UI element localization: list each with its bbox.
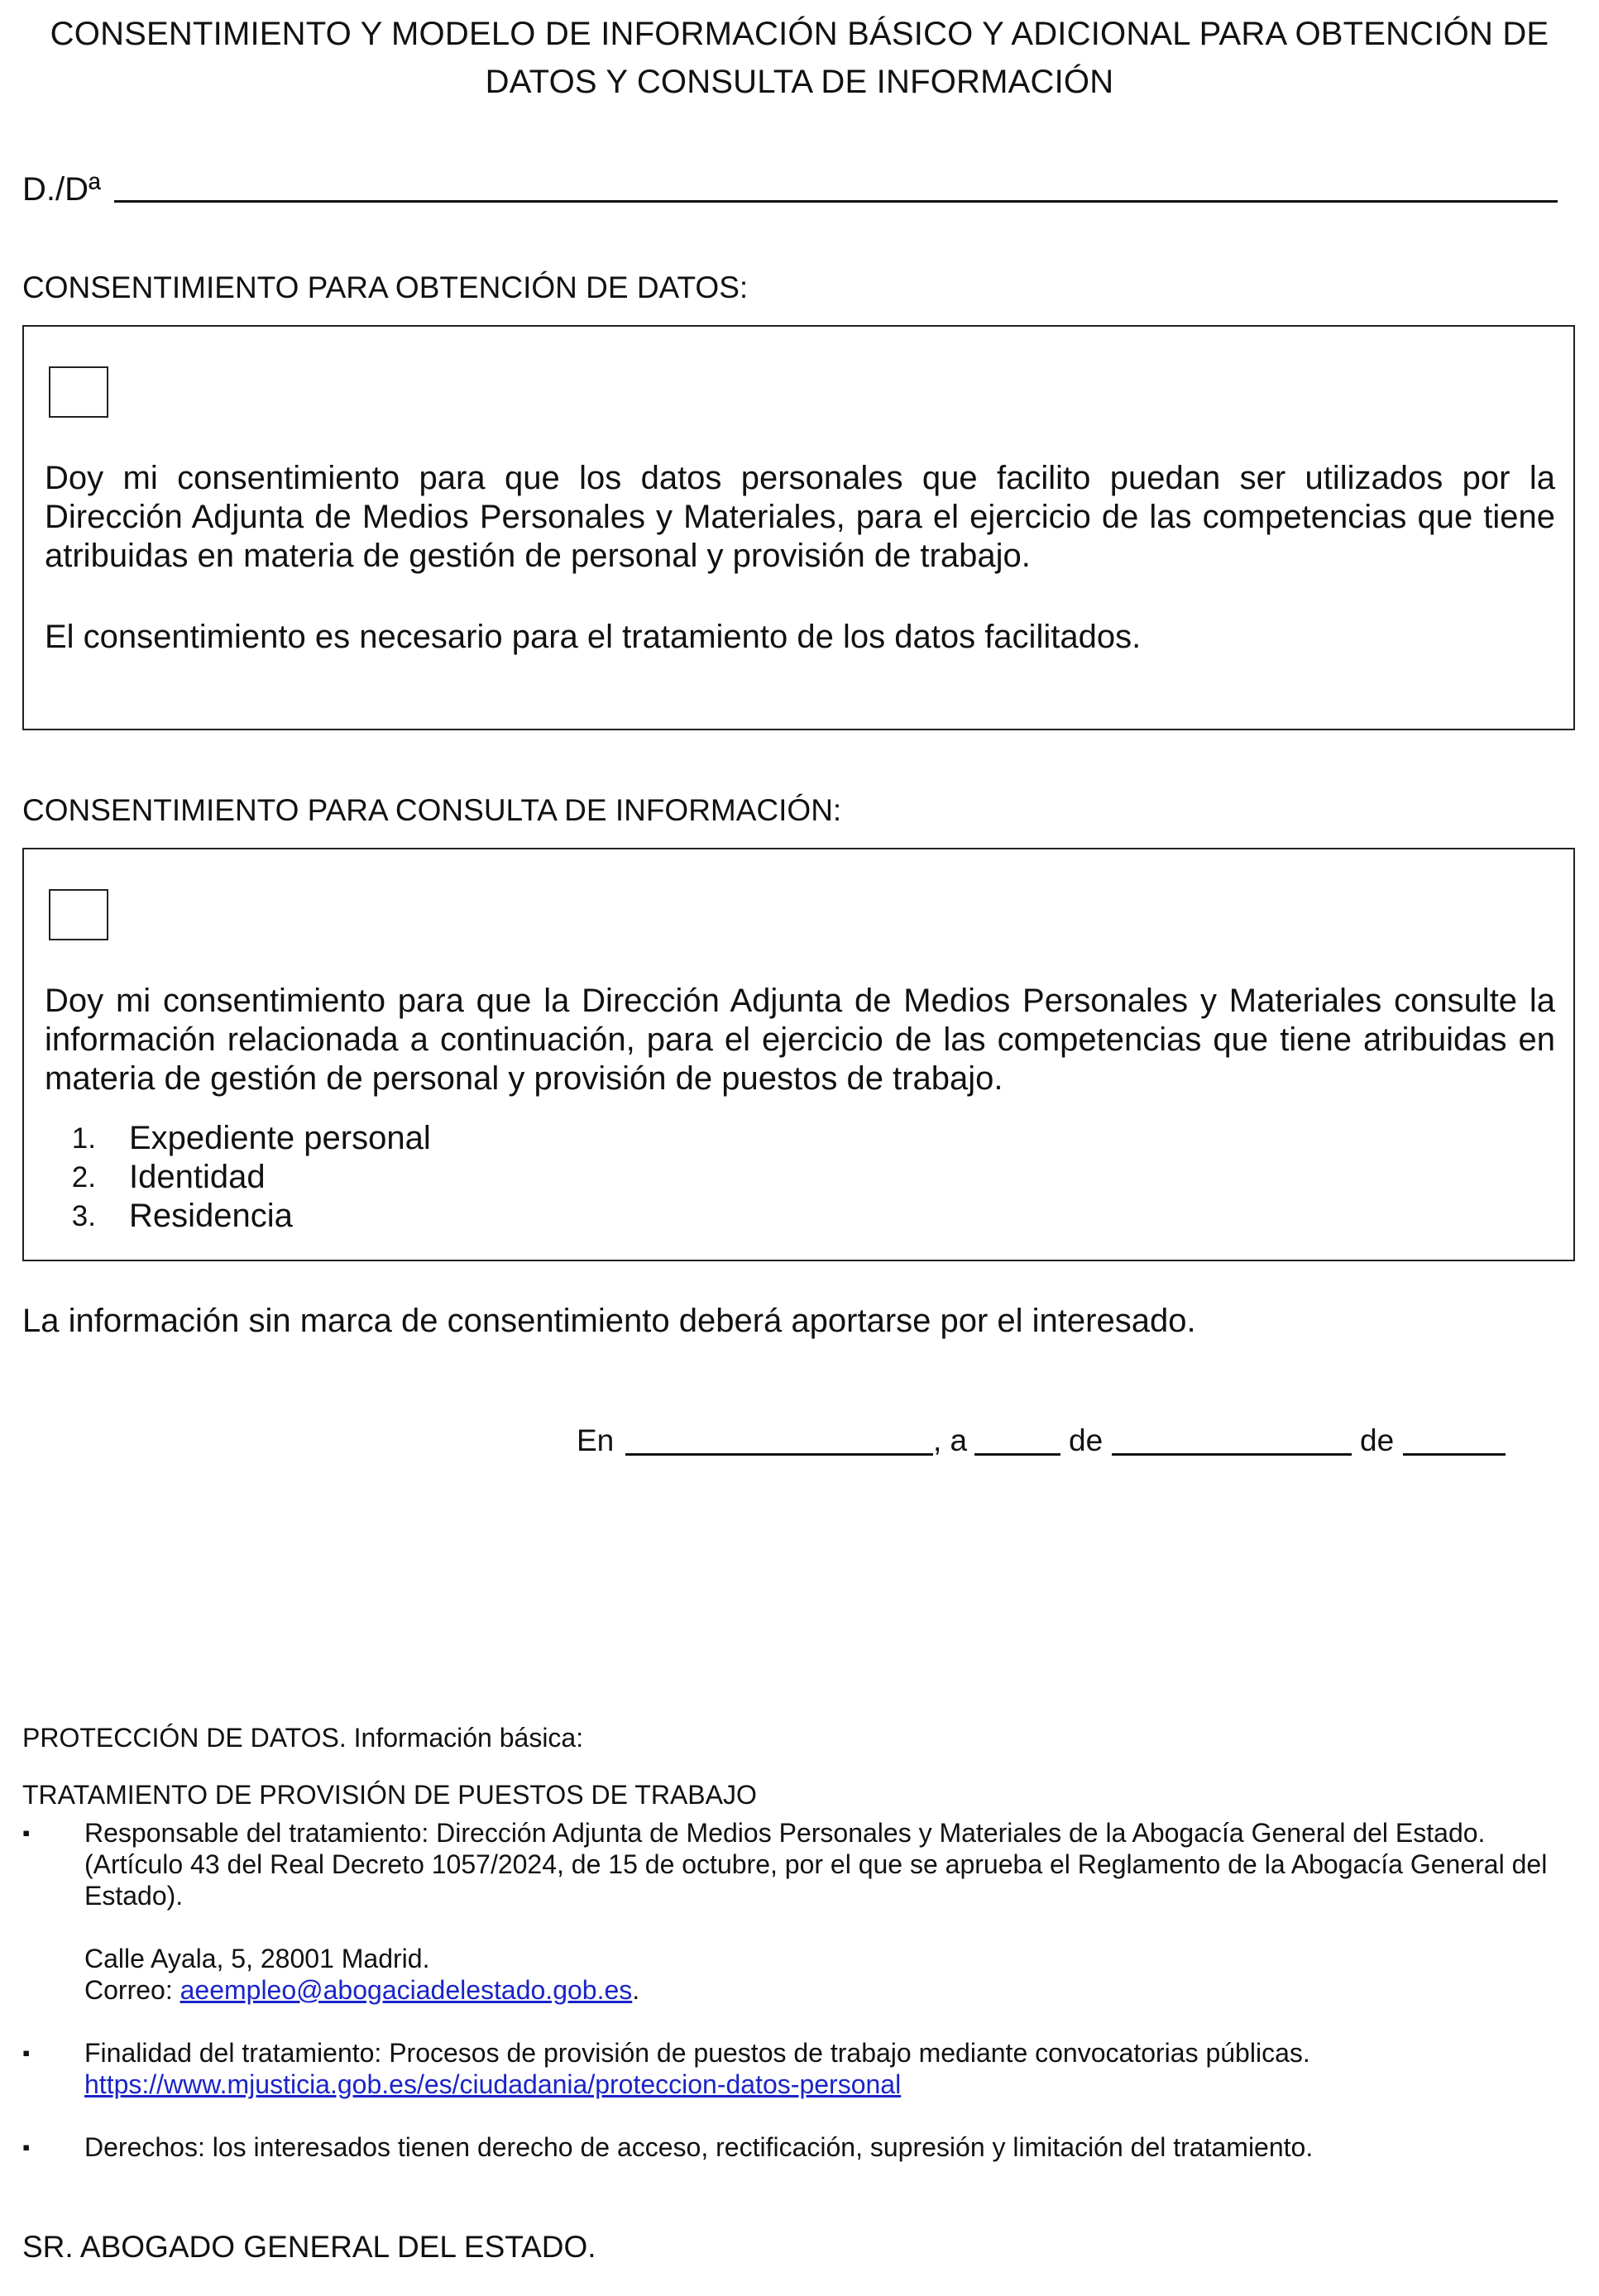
list-item-label: Identidad xyxy=(129,1159,266,1195)
month-field-line[interactable] xyxy=(1112,1453,1352,1456)
list-item-number: 1. xyxy=(71,1122,96,1155)
section1-box xyxy=(22,325,1575,730)
email-label: Correo: xyxy=(84,1975,173,2005)
bullet-icon: ▪ xyxy=(22,1820,31,1845)
section1-paragraph2: El consentimiento es necesario para el tratamiento de los datos facilitados. xyxy=(45,619,1142,655)
section2-heading: CONSENTIMIENTO PARA CONSULTA DE INFORMACIÓN: xyxy=(22,793,842,827)
list-item xyxy=(45,1197,431,1236)
date-separator-de-1: de xyxy=(1069,1423,1104,1457)
list-item-number: 2. xyxy=(71,1161,96,1193)
section1-paragraph1: Doy mi consentimiento para que los datos personales que facilito puedan ser utilizados por la Dirección Adjunta de Medios Personales y Materiales, para el ejercicio de las competencias que tiene atribuidas en materia de gestión de personal y provisión de trabajo. xyxy=(45,460,1555,574)
notice-text: La información sin marca de consentimiento deberá aportarse por el interesado. xyxy=(22,1303,1196,1339)
list-item xyxy=(45,1119,431,1158)
data-protection-heading: PROTECCIÓN DE DATOS. Información básica: xyxy=(22,1723,584,1753)
addressee: SR. ABOGADO GENERAL DEL ESTADO. xyxy=(22,2230,596,2264)
name-field-line[interactable] xyxy=(114,200,1558,203)
list-item xyxy=(45,1158,431,1197)
section1-heading: CONSENTIMIENTO PARA OBTENCIÓN DE DATOS: xyxy=(22,270,749,304)
list-item-label: Expediente personal xyxy=(129,1120,431,1156)
date-separator-de-2: de xyxy=(1360,1423,1395,1457)
responsible-bullet xyxy=(22,1817,1553,2006)
email-suffix: . xyxy=(632,1975,640,2005)
email-row xyxy=(84,1974,1553,2006)
bullet-icon: ▪ xyxy=(22,2040,31,2065)
info-list xyxy=(45,1119,431,1236)
title-line-1: CONSENTIMIENTO Y MODELO DE INFORMACIÓN BÁSICO Y ADICIONAL PARA OBTENCIÓN DE xyxy=(50,16,1549,52)
section2-consent-checkbox[interactable] xyxy=(49,889,108,940)
document-title xyxy=(17,10,1582,106)
section2-box xyxy=(22,848,1575,1261)
purpose-bullet xyxy=(22,2037,1553,2100)
section2-paragraph: Doy mi consentimiento para que la Dirección Adjunta de Medios Personales y Materiales consulte la información relacionada a continuación, para el ejercicio de las competencias que tiene atribuidas en materia de gestión de personal y provisión de puestos de trabajo. xyxy=(45,983,1555,1097)
responsible-text: Responsable del tratamiento: Dirección Adjunta de Medios Personales y Materiales de la Abogacía General del Estado. (Artículo 43 del Real Decreto 1057/2024, de 15 de octubre, por el que se aprueba el Reglamento de la Abogacía General del Estado). xyxy=(84,1818,1548,1911)
rights-text: Derechos: los interesados tienen derecho de acceso, rectificación, supresión y limitación del tratamiento. xyxy=(84,2132,1314,2162)
date-prefix: En xyxy=(577,1423,615,1457)
day-field-line[interactable] xyxy=(974,1453,1060,1456)
purpose-text: Finalidad del tratamiento: Procesos de provisión de puestos de trabajo mediante convocatorias públicas. xyxy=(84,2038,1310,2068)
title-line-2: DATOS Y CONSULTA DE INFORMACIÓN xyxy=(485,64,1114,100)
bullet-icon: ▪ xyxy=(22,2135,31,2160)
list-item-number: 3. xyxy=(71,1200,96,1232)
treatment-title: TRATAMIENTO DE PROVISIÓN DE PUESTOS DE TRABAJO xyxy=(22,1780,757,1810)
list-item-label: Residencia xyxy=(129,1198,293,1234)
year-field-line[interactable] xyxy=(1403,1453,1506,1456)
email-link[interactable]: aeempleo@abogaciadelestado.gob.es xyxy=(180,1975,633,2005)
name-label: D./Dª xyxy=(22,171,101,208)
name-row xyxy=(22,170,101,209)
address-text: Calle Ayala, 5, 28001 Madrid. xyxy=(84,1944,430,1973)
place-field-line[interactable] xyxy=(625,1453,933,1456)
rights-bullet xyxy=(22,2131,1553,2163)
section1-consent-checkbox[interactable] xyxy=(49,366,108,418)
privacy-policy-link[interactable]: https://www.mjusticia.gob.es/es/ciudadania/proteccion-datos-personal xyxy=(84,2069,902,2099)
date-separator-a: , a xyxy=(933,1423,968,1457)
